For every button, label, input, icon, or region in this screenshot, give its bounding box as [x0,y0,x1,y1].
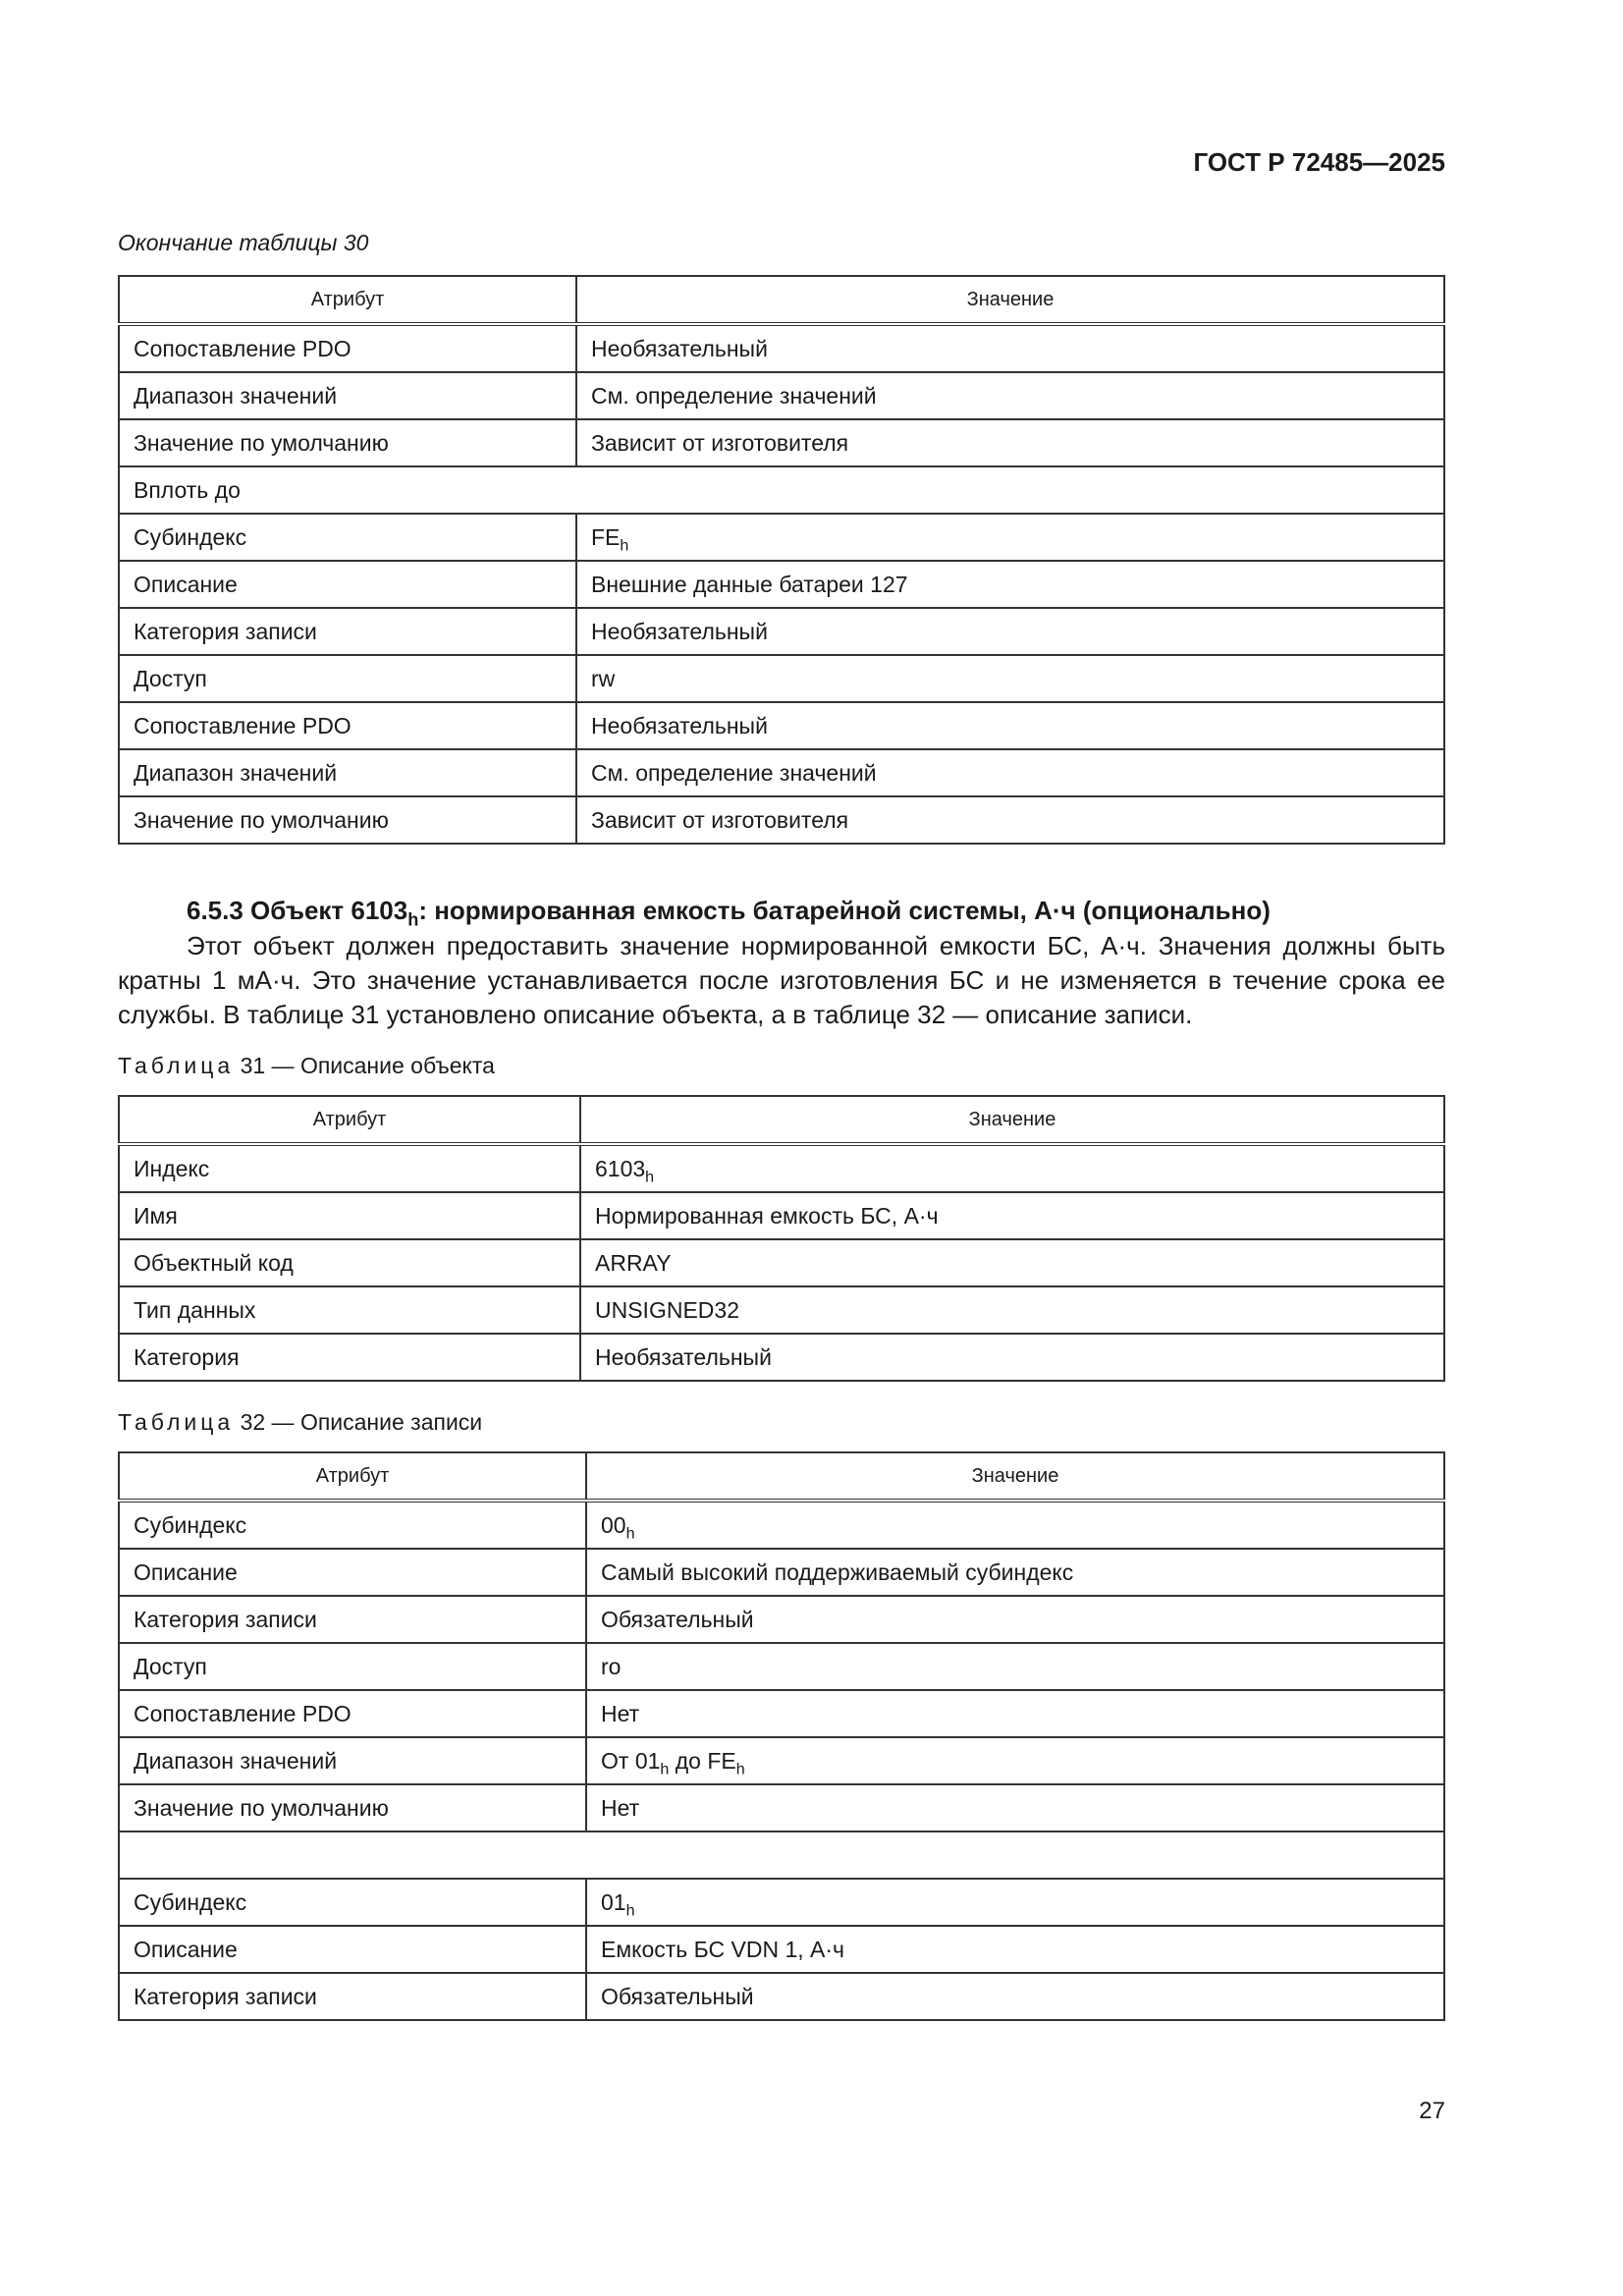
table-row [119,1286,1444,1334]
attribute-cell: Диапазон значений [119,372,576,419]
table32-caption: Таблица 32 — Описание записи [118,1409,483,1435]
table-row [119,796,1444,844]
table-row [119,702,1444,749]
value-cell [576,796,1444,844]
value-cell [576,514,1444,561]
value-cell [586,1643,1444,1690]
value-text: От 01 [601,1747,661,1774]
table-row [119,1784,1444,1831]
table-row [119,1879,1444,1926]
value-text: См. определение значений [591,382,877,409]
value-cell [576,655,1444,702]
table-row [119,1831,1444,1879]
table-31 [118,1095,1445,1382]
attribute-cell: Сопоставление PDO [119,324,576,372]
value-text: Емкость БС VDN 1, А·ч [601,1936,845,1962]
attribute-cell: Диапазон значений [119,1737,586,1784]
value-text: Необязательный [595,1343,772,1370]
attribute-cell: Значение по умолчанию [119,796,576,844]
value-text: Нет [601,1700,640,1726]
value-cell [586,1784,1444,1831]
table-32 [118,1451,1445,2021]
table-row [119,466,1444,514]
value-text: Зависит от изготовителя [591,429,849,456]
table-header-row [119,1096,1444,1144]
value-cell [580,1144,1444,1192]
column-header-value: Значение [576,276,1444,324]
value-text: Самый высокий поддерживаемый субиндекс [601,1558,1074,1585]
value-cell [580,1192,1444,1239]
column-header-value: Значение [586,1452,1444,1501]
value-cell [586,1737,1444,1784]
value-cell [576,324,1444,372]
value-cell [576,372,1444,419]
attribute-cell: Категория [119,1334,580,1381]
value-text: 6103 [595,1155,646,1181]
value-cell [586,1926,1444,1973]
attribute-cell: Категория записи [119,608,576,655]
attribute-cell: Субиндекс [119,514,576,561]
value-cell [576,608,1444,655]
table-row [119,1690,1444,1737]
column-header-attribute: Атрибут [119,1452,586,1501]
table-30 [118,275,1445,845]
value-cell [580,1286,1444,1334]
value-cell [576,561,1444,608]
attribute-cell: Категория записи [119,1596,586,1643]
value-text: Необязательный [591,712,768,738]
subscript: h [660,1760,670,1778]
group-cell: Вплоть до [119,466,1444,514]
attribute-cell: Доступ [119,655,576,702]
value-text: Необязательный [591,618,768,644]
value-text: rw [591,665,616,691]
table-row [119,1973,1444,2020]
value-text: Зависит от изготовителя [591,806,849,833]
value-cell [586,1879,1444,1926]
table-row [119,561,1444,608]
value-cell [586,1549,1444,1596]
section-title: 6.5.3 Объект $6103_h$: нормированная емкость батарейной системы, А·ч (опционально) [187,896,1271,930]
attribute-cell: Тип данных [119,1286,580,1334]
value-cell [580,1334,1444,1381]
subscript: h [625,1524,635,1543]
subscript: h [735,1760,745,1778]
value-cell [586,1501,1444,1549]
table-row [119,514,1444,561]
attribute-cell: Доступ [119,1643,586,1690]
attribute-cell: Значение по умолчанию [119,419,576,466]
table-row [119,749,1444,796]
table-row [119,1596,1444,1643]
table-header-row [119,276,1444,324]
column-header-attribute: Атрибут [119,276,576,324]
table30-caption: Окончание таблицы 30 [118,230,369,255]
value-text: Необязательный [591,335,768,361]
value-cell [586,1973,1444,2020]
subscript: h [625,1901,635,1920]
value-cell [576,749,1444,796]
attribute-cell: Объектный код [119,1239,580,1286]
section-paragraph: Этот объект должен предоставить значение нормированной емкости БС, А·ч. Значения должны быть кратны 1 мА·ч. Это значение устанавливается после изготовления БС и не изменяется в течение срока ее службы. В таблице 31 установлено описание объекта, а в таблице 32 — описание записи. [118,931,1445,1029]
table-row [119,608,1444,655]
attribute-cell: Субиндекс [119,1501,586,1549]
value-text: ARRAY [595,1249,672,1276]
value-text: 00 [601,1511,626,1538]
attribute-cell: Описание [119,1549,586,1596]
attribute-cell: Сопоставление PDO [119,1690,586,1737]
value-cell [586,1596,1444,1643]
subscript: h [620,536,629,555]
table-row [119,1549,1444,1596]
attribute-cell: Диапазон значений [119,749,576,796]
table-row [119,1926,1444,1973]
value-text: ro [601,1653,622,1679]
table-row [119,419,1444,466]
value-cell [576,419,1444,466]
value-text: Обязательный [601,1983,754,2009]
attribute-cell: Значение по умолчанию [119,1784,586,1831]
attribute-cell: Индекс [119,1144,580,1192]
table31-caption: Таблица 31 — Описание объекта [118,1053,495,1078]
table-row [119,1239,1444,1286]
table-header-row [119,1452,1444,1501]
table-row [119,1334,1444,1381]
value-text: См. определение значений [591,759,877,786]
attribute-cell: Имя [119,1192,580,1239]
attribute-cell: Описание [119,1926,586,1973]
attribute-cell: Сопоставление PDO [119,702,576,749]
value-text: Внешние данные батареи 127 [591,571,908,597]
value-text: 01 [601,1888,626,1915]
group-cell [119,1831,1444,1879]
value-text: Нет [601,1794,640,1821]
value-text: FE [591,523,621,550]
table-row [119,324,1444,372]
attribute-cell: Субиндекс [119,1879,586,1926]
column-header-attribute: Атрибут [119,1096,580,1144]
table-row [119,655,1444,702]
table-row [119,1192,1444,1239]
value-text: UNSIGNED32 [595,1296,739,1323]
column-header-value: Значение [580,1096,1444,1144]
attribute-cell: Категория записи [119,1973,586,2020]
value-cell [580,1239,1444,1286]
value-text: Нормированная емкость БС, А·ч [595,1202,939,1229]
table-row [119,1144,1444,1192]
table-row [119,372,1444,419]
document-header: ГОСТ Р 72485—2025 [1193,147,1445,177]
table-row [119,1501,1444,1549]
value-cell [576,702,1444,749]
page-number: 27 [1419,2098,1445,2124]
attribute-cell: Описание [119,561,576,608]
subscript: h [645,1168,655,1186]
table-row [119,1643,1444,1690]
value-cell [586,1690,1444,1737]
value-text: до FE [669,1747,736,1774]
table-row [119,1737,1444,1784]
value-text: Обязательный [601,1606,754,1632]
